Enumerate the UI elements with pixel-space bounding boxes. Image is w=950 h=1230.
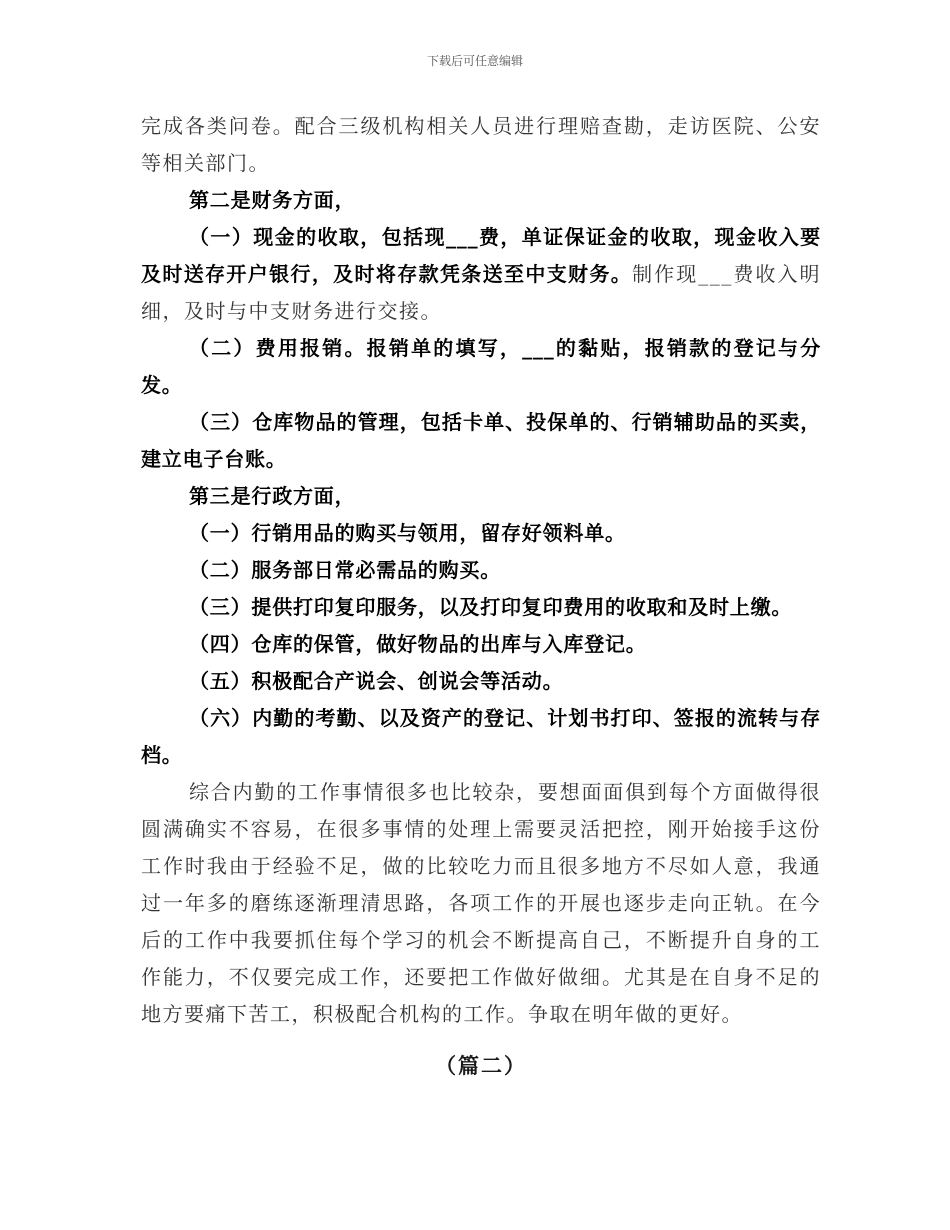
paragraph-admin-2: （二）服务部日常必需品的购买。 xyxy=(189,558,501,582)
page-header: 下载后可任意编辑 xyxy=(426,54,523,68)
paragraph-finance-1 xyxy=(141,219,821,330)
paragraph-admin-4: （四）仓库的保管，做好物品的出库与入库登记。 xyxy=(189,632,647,656)
document-body xyxy=(141,108,821,1084)
heading-admin: 第三是行政方面， xyxy=(189,484,356,508)
section-title: （篇二） xyxy=(435,1053,527,1078)
paragraph-summary: 综合内勤的工作事情很多也比较杂，要想面面俱到每个方面做得很圆满确实不容易，在很多事情的处理上需要灵活把控，刚开始接手这份工作时我由于经验不足，做的比较吃力而且很多地方不尽如人意，我通过一年多的磨练逐渐理清思路，各项工作的开展也逐步走向正轨。在今后的工作中我要抓住每个学习的机会不断提高自己，不断提升自身的工作能力，不仅要完成工作，还要把工作做好做细。尤其是在自身不足的地方要痛下苦工，积极配合机构的工作。争取在明年做的更好。 xyxy=(141,780,821,1026)
paragraph-finance-3: （三）仓库物品的管理，包括卡单、投保单的、行销辅助品的买卖，建立电子台账。 xyxy=(141,410,821,471)
finance-1-bold-text: （一）现金的收取，包括现___费，单证保证金的收取，现金收入要及时送存开户银行，及时将存款凭条送至中支财务。 xyxy=(141,225,821,286)
finance-1-normal-text: 制作现___费收入明细，及时与中支财务进行交接。 xyxy=(141,262,821,323)
paragraph-admin-1: （一）行销用品的购买与领用，留存好领料单。 xyxy=(189,521,626,545)
paragraph-intro: 完成各类问卷。配合三级机构相关人员进行理赔查勘，走访医院、公安等相关部门。 xyxy=(141,114,821,175)
heading-finance: 第二是财务方面， xyxy=(189,188,356,212)
paragraph-finance-2: （二）费用报销。报销单的填写，___的黏贴，报销款的登记与分发。 xyxy=(141,336,821,397)
paragraph-admin-5: （五）积极配合产说会、创说会等活动。 xyxy=(189,669,564,693)
paragraph-admin-3: （三）提供打印复印服务，以及打印复印费用的收取和及时上缴。 xyxy=(189,595,793,619)
paragraph-admin-6: （六）内勤的考勤、以及资产的登记、计划书打印、签报的流转与存档。 xyxy=(141,706,821,767)
